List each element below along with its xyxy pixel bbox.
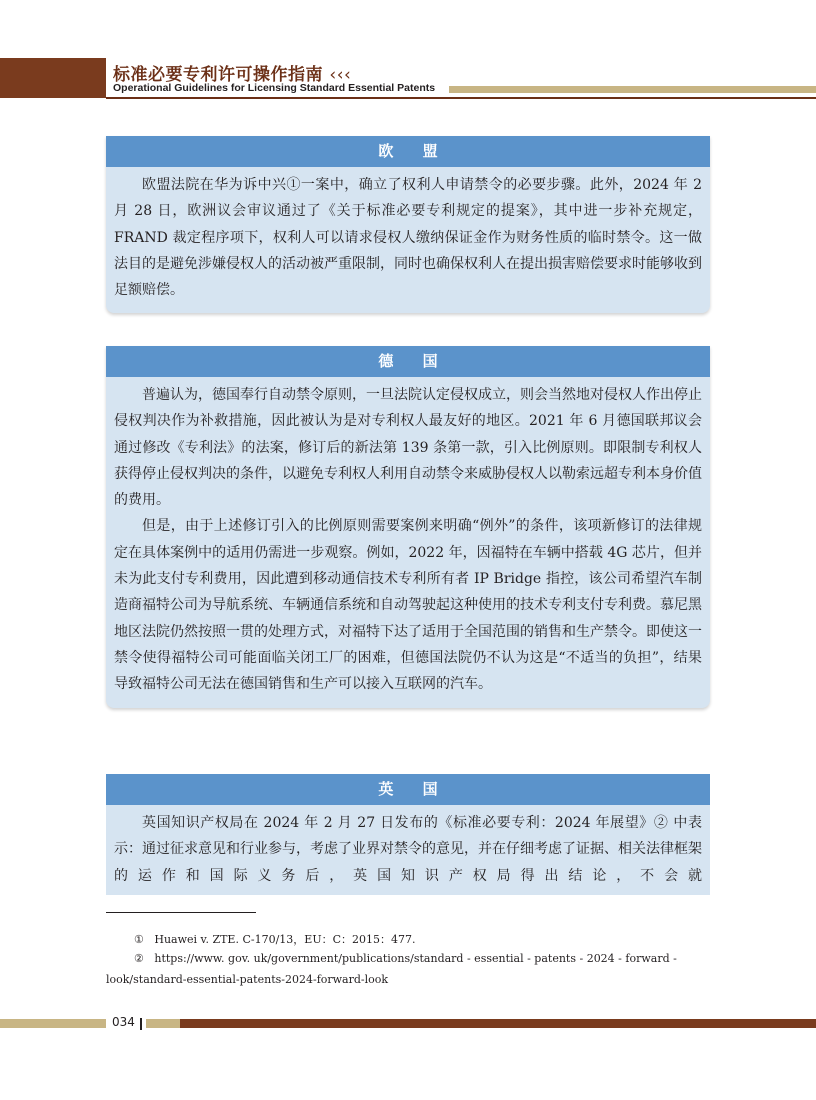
header-color-block bbox=[0, 58, 106, 98]
footnote-link[interactable]: https://www. gov. uk/government/publications/standard - essential - patents - 2024 - forward - bbox=[154, 952, 677, 965]
section-title: 欧 盟 bbox=[106, 136, 710, 167]
paragraph: 但是，由于上述修订引入的比例原则需要案例来明确“例外”的条件，该项新修订的法律规定在具体案例中的适用仍需进一步观察。例如，2022 年，因福特在车辆中搭载 4G 芯片，但并未为此支付专利费用，因此遭到移动通信技术专利所有者 IP Bridge 指控，该公司希望汽车制造商福特公司为导航系统、车辆通信系统和自动驾驶起这种使用的技术专利支付专利费。慕尼黑地区法院仍然按照一贯的处理方式，对福特下达了适用于全国范围的销售和生产禁令。即使这一禁令使得福特公司可能面临关闭工厂的困难，但德国法院仍不认为这是“不适当的负担”，结果导致福特公司无法在德国销售和生产可以接入互联网的汽车。 bbox=[114, 518, 702, 693]
header-rule bbox=[106, 97, 816, 99]
footnote-text: Huawei v. ZTE. C-170/13，EU：C：2015：477. bbox=[154, 933, 416, 946]
section-uk bbox=[106, 774, 710, 895]
section-title: 德 国 bbox=[106, 346, 710, 377]
footer-brown-band bbox=[180, 1019, 816, 1028]
paragraph: 英国知识产权局在 2024 年 2 月 27 日发布的《标准必要专利：2024 年展望》② 中表示：通过征求意见和行业参与，考虑了业界对禁令的意见，并在仔细考虑了证据、相关法律框架的运作和国际义务后，英国知识产权局得出结论，不会就 bbox=[114, 815, 702, 884]
section-title: 英 国 bbox=[106, 774, 710, 805]
footnote-link[interactable]: look/standard-essential-patents-2024-forward-look bbox=[106, 973, 389, 986]
footer-gold-band bbox=[146, 1019, 180, 1028]
chevrons-icon: ‹‹‹ bbox=[329, 65, 352, 85]
book-title: 标准必要专利许可操作指南 ‹‹‹ bbox=[113, 65, 352, 85]
footnote-2-continued bbox=[106, 973, 388, 986]
footnote-rule bbox=[106, 912, 256, 913]
section-germany bbox=[106, 346, 710, 708]
footnote-mark: ① bbox=[134, 933, 144, 946]
header-gold-band bbox=[449, 86, 816, 93]
paragraph: 欧盟法院在华为诉中兴①一案中，确立了权利人申请禁令的必要步骤。此外，2024 年 2 月 28 日，欧洲议会审议通过了《关于标准必要专利规定的提案》，其中进一步补充规定，FRAND 裁定程序项下，权利人可以请求侵权人缴纳保证金作为财务性质的临时禁令。这一做法目的是避免涉嫌侵权人的活动被严重限制，同时也确保权利人在提出损害赔偿要求时能够收到足额赔偿。 bbox=[114, 177, 702, 299]
footnote-mark: ② bbox=[134, 952, 144, 965]
footnote-2 bbox=[134, 952, 677, 965]
footer-gold-left bbox=[0, 1019, 106, 1028]
page-number: 034 bbox=[112, 1015, 135, 1029]
footnote-1 bbox=[134, 931, 416, 947]
book-subtitle: Operational Guidelines for Licensing Standard Essential Patents bbox=[113, 82, 436, 94]
footer-divider bbox=[140, 1018, 142, 1030]
section-eu bbox=[106, 136, 710, 313]
paragraph: 普遍认为，德国奉行自动禁令原则，一旦法院认定侵权成立，则会当然地对侵权人作出停止侵权判决作为补救措施，因此被认为是对专利权人最友好的地区。2021 年 6 月德国联邦议会通过修改《专利法》的法案，修订后的新法第 139 条第一款，引入比例原则。即限制专利权人获得停止侵权判决的条件，以避免专利权人利用自动禁令来威胁侵权人以勒索远超专利本身价值的费用。 bbox=[114, 387, 702, 509]
